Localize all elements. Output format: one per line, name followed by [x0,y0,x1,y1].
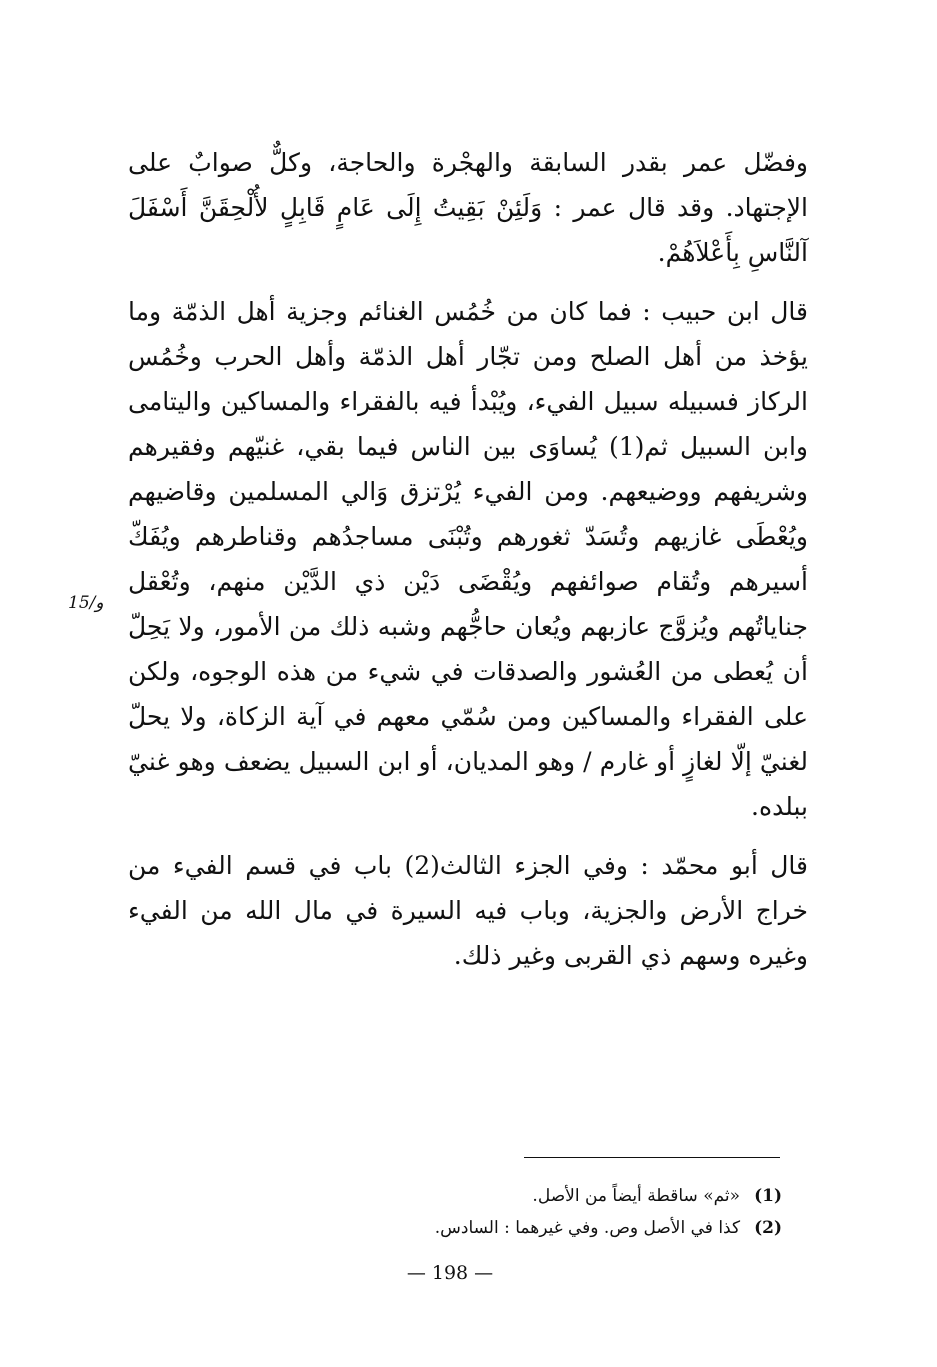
folio-margin-note: 15/و [68,593,104,613]
footnote-item [300,1212,782,1244]
footnote-text: «ثم» ساقطة أيضاً من الأصل. [532,1186,741,1206]
footnote-number: (1) [754,1186,782,1206]
footnote-text: كذا في الأصل وص. وفي غيرهما : السادس. [434,1218,741,1238]
paragraph-2: قال ابن حبيب : فما كان من خُمُس الغنائم وجزية أهل الذمّة وما يؤخذ من أهل الصلح ومن تجّار أهل الذمّة وأهل الحرب وخُمُس الركاز فسبيله سبيل الفيء، ويُبْدأ فيه بالفقراء والمساكين واليتامى وابن السبيل ثم(1) يُساوَى بين الناس فيما بقي، غنيّهم وفقيرهم وشريفهم ووضيعهم. ومن الفيء يُرْتزق وَالي المسلمين وقاضيهم ويُعْطَى غازيهم وتُسَدّ ثغورهم وتُبْنَى مساجدُهم وقناطرهم ويُفَكّ أسيرهم وتُقام صوائفهم ويُقْضَى دَيْن ذي الدَّيْن منهم، وتُعْقل جناياتُهم ويُزوَّج عازبهم ويُعان حاجُّهم وشبه ذلك من الأمور، ولا يَحِلّ أن يُعطى من العُشور والصدقات في شيء من هذه الوجوه، ولكن على الفقراء والمساكين ومن سُمّي معهم في آية الزكاة، ولا يحلّ لغنيّ إلّا لغازٍ أو غارم / وهو المديان، أو ابن السبيل يضعف وهو غنيّ ببلده. [128,297,808,821]
body-text [128,140,808,978]
footnote-divider [524,1157,780,1158]
footnote-number: (2) [754,1218,782,1238]
paragraph-3: قال أبو محمّد : وفي الجزء الثالث(2) باب في قسم الفيء من خراج الأرض والجزية، وباب فيه السيرة في مال الله من الفيء وغيره وسهم ذي القربى وغير ذلك. [128,851,808,970]
paragraph-1: وفضّل عمر بقدر السابقة والهجْرة والحاجة، وكلٌّ صوابٌ على الإجتهاد. وقد قال عمر : وَلَئِنْ بَقِيتُ إِلَى عَامٍ قَابِلٍ لأُلْحِقَنَّ أَسْفَلَ آلنَّاسِ بِأَعْلاَهُمْ. [128,148,808,267]
footnote-item [300,1180,782,1212]
page-number: — 198 — [406,1262,494,1284]
footnotes [300,1180,782,1244]
